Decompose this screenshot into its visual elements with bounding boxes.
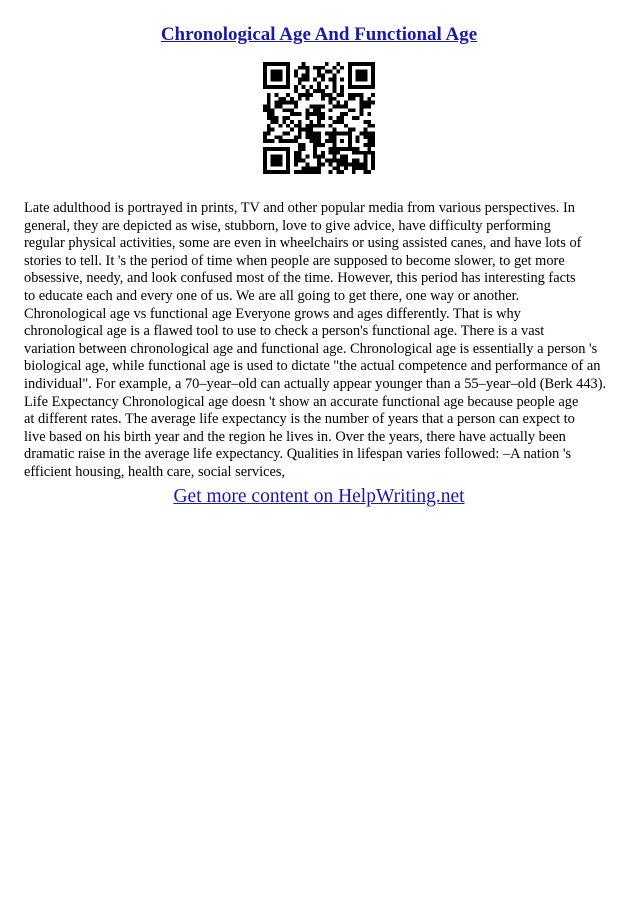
- body-line: regular physical activities, some are even in wheelchairs or using assisted canes, and have lots of: [24, 235, 582, 252]
- body-line: variation between chronological age and functional age. Chronological age is essentially a person 's: [24, 340, 598, 357]
- document-title: Chronological Age And Functional Age: [160, 24, 478, 45]
- body-line: dramatic raise in the average life expectancy. Qualities in lifespan varies followed: –A nation 's: [24, 446, 572, 463]
- body-line: at different rates. The average life expectancy is the number of years that a person can expect to: [24, 411, 575, 428]
- body-line: obsessive, needy, and look confused most of the time. However, this period has interesting facts: [24, 270, 576, 287]
- body-line: Chronological age vs functional age Everyone grows and ages differently. That is why: [24, 305, 521, 322]
- body-paragraph: [24, 200, 624, 482]
- body-line: efficient housing, health care, social services,: [24, 463, 286, 480]
- body-line: live based on his birth year and the region he lives in. Over the years, there have actually been: [24, 428, 566, 445]
- body-line: Life Expectancy Chronological age doesn 't show an accurate functional age because people age: [24, 393, 579, 410]
- body-line: stories to tell. It 's the period of time when people are supposed to become slower, to get more: [24, 252, 565, 269]
- body-line: chronological age is a flawed tool to use to check a person's functional age. There is a vast: [24, 323, 545, 340]
- body-line: Late adulthood is portrayed in prints, TV and other popular media from various perspectives. In: [24, 200, 575, 216]
- body-line: general, they are depicted as wise, stubborn, love to give advice, have difficulty performing: [24, 217, 551, 234]
- body-line: to educate each and every one of us. We are all going to get there, one way or another.: [24, 287, 520, 304]
- get-more-content-link[interactable]: Get more content on HelpWriting.net: [173, 486, 465, 507]
- body-line: individual". For example, a 70–year–old can actually appear younger than a 55–year–old (Berk 443).: [24, 375, 607, 392]
- qr-code-icon: [263, 62, 375, 174]
- body-line: biological age, while functional age is used to dictate "the actual competence and performance of an: [24, 358, 601, 375]
